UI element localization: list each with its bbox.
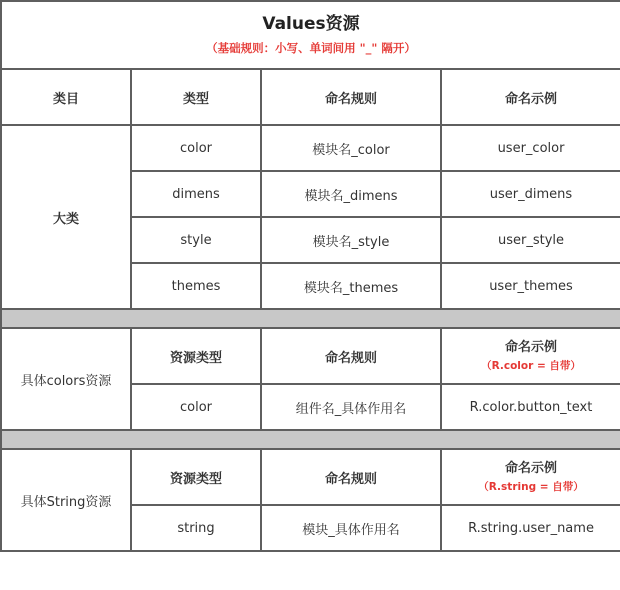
colors-header-rule: 命名规则 [261, 328, 441, 384]
cell-rule: 模块_具体作用名 [261, 505, 441, 551]
colors-section-label: 具体colors资源 [1, 328, 131, 430]
string-header-rule: 命名规则 [261, 449, 441, 505]
cell-example: user_themes [441, 263, 620, 309]
separator-row [1, 309, 620, 328]
colors-header-example [441, 328, 620, 384]
string-header-type: 资源类型 [131, 449, 261, 505]
cell-example: user_color [441, 125, 620, 171]
cell-rule: 组件名_具体作用名 [261, 384, 441, 430]
big-category-label: 大类 [1, 125, 131, 309]
main-header-row [1, 69, 620, 125]
cell-rule: 模块名_style [261, 217, 441, 263]
string-header-row [1, 449, 620, 505]
separator-cell [1, 430, 620, 449]
title-cell [1, 1, 620, 69]
cell-rule: 模块名_dimens [261, 171, 441, 217]
colors-header-example-label: 命名示例 [504, 340, 557, 355]
page-title: Values资源 [262, 14, 360, 34]
cell-rule: 模块名_color [261, 125, 441, 171]
string-header-example-label: 命名示例 [504, 461, 557, 476]
cell-type: style [131, 217, 261, 263]
cell-type: themes [131, 263, 261, 309]
header-example: 命名示例 [441, 69, 620, 125]
header-category: 类目 [1, 69, 131, 125]
cell-type: color [131, 125, 261, 171]
string-header-example [441, 449, 620, 505]
cell-example: R.color.button_text [441, 384, 620, 430]
string-header-example-note: （R.string = 自带） [478, 481, 584, 493]
colors-header-type: 资源类型 [131, 328, 261, 384]
separator-row [1, 430, 620, 449]
cell-type: dimens [131, 171, 261, 217]
title-row [1, 1, 620, 69]
page-subtitle: （基础规则：小写、单词间用 "_" 隔开） [206, 41, 416, 55]
colors-header-row [1, 328, 620, 384]
cell-type: color [131, 384, 261, 430]
cell-example: user_dimens [441, 171, 620, 217]
colors-header-example-note: （R.color = 自带） [481, 360, 581, 372]
separator-cell [1, 309, 620, 328]
cell-example: user_style [441, 217, 620, 263]
cell-example: R.string.user_name [441, 505, 620, 551]
cell-type: string [131, 505, 261, 551]
table-row [1, 125, 620, 171]
cell-rule: 模块名_themes [261, 263, 441, 309]
string-section-label: 具体String资源 [1, 449, 131, 551]
header-rule: 命名规则 [261, 69, 441, 125]
header-type: 类型 [131, 69, 261, 125]
